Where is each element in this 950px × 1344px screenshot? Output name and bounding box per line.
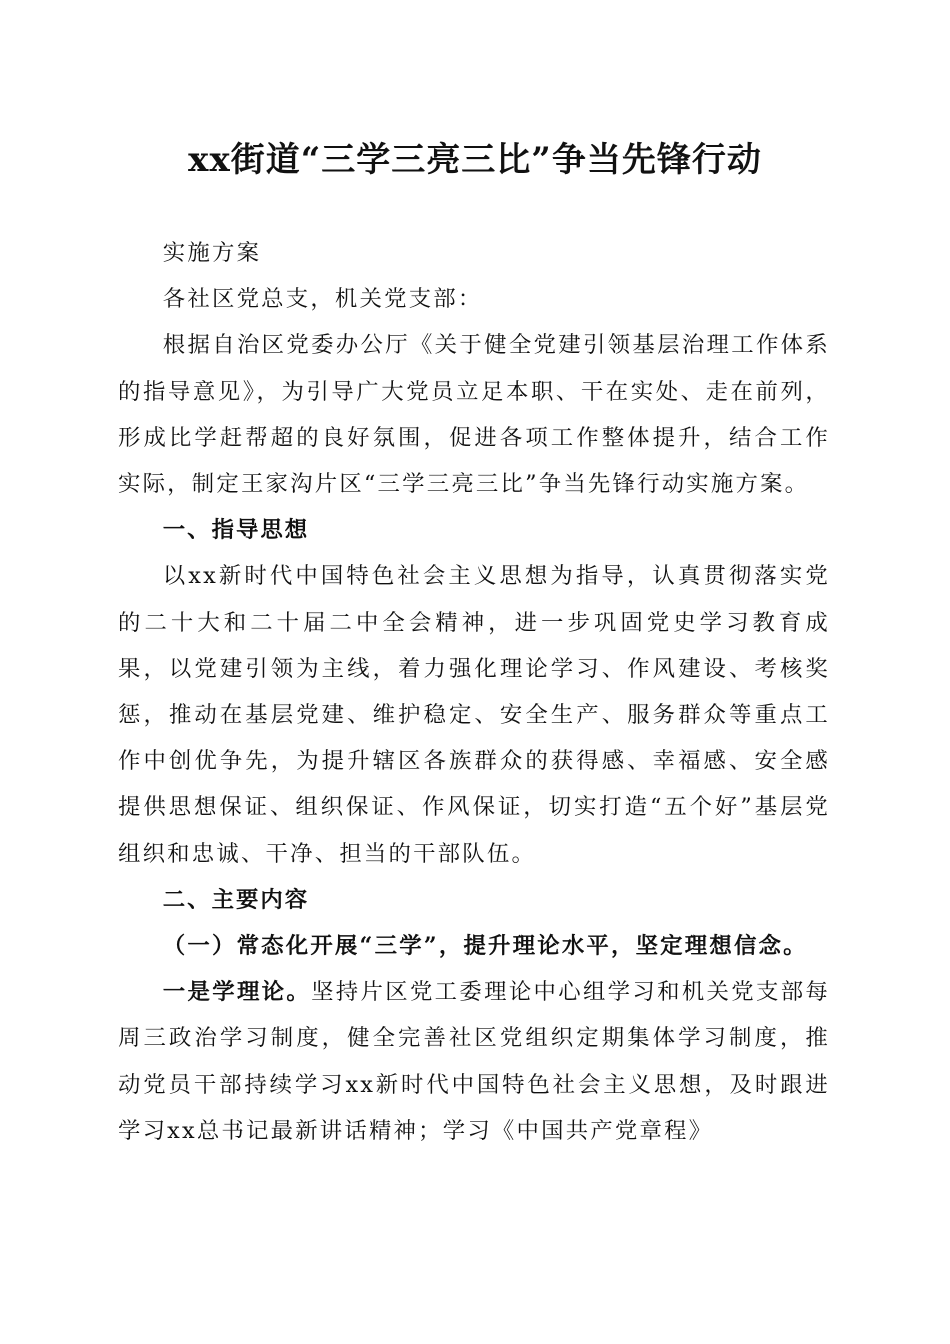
document-body xyxy=(118,230,830,1154)
item-1-text: 坚持片区党工委理论中心组学习和机关党支部每周三政治学习制度，健全完善社区党组织定期集体学习制度，推动党员干部持续学习xx新时代中国特色社会主义思想，及时跟进学习xx总书记最新讲话精神；学习《中国共产党章程》 xyxy=(118,979,830,1144)
document-title: xx街道“三学三亮三比”争当先锋行动 xyxy=(188,140,762,180)
addressee: 各社区党总支，机关党支部： xyxy=(162,286,483,313)
intro-paragraph: 根据自治区党委办公厅《关于健全党建引领基层治理工作体系的指导意见》，为引导广大党员立足本职、干在实处、走在前列，形成比学赶帮超的良好氛围，促进各项工作整体提升，结合工作实际，制定王家沟片区“三学三亮三比”争当先锋行动实施方案。 xyxy=(118,332,830,498)
item-1-lead: 一是学理论。 xyxy=(162,979,312,1006)
section-1-heading: 一、指导思想 xyxy=(162,517,310,544)
section-1-paragraph: 以xx新时代中国特色社会主义思想为指导，认真贯彻落实党的二十大和二十届二中全会精神，进一步巩固党史学习教育成果，以党建引领为主线，着力强化理论学习、作风建设、考核奖惩，推动在基层党建、维护稳定、安全生产、服务群众等重点工作中创优争先，为提升辖区各族群众的获得感、幸福感、安全感提供思想保证、组织保证、作风保证，切实打造“五个好”基层党组织和忠诚、干净、担当的干部队伍。 xyxy=(118,563,830,867)
document-subtitle: 实施方案 xyxy=(162,240,262,266)
section-2-item-1 xyxy=(118,969,830,1154)
section-2-heading: 二、主要内容 xyxy=(162,886,310,913)
section-2-subheading-1: （一）常态化开展“三学”，提升理论水平，坚定理想信念。 xyxy=(162,933,808,960)
